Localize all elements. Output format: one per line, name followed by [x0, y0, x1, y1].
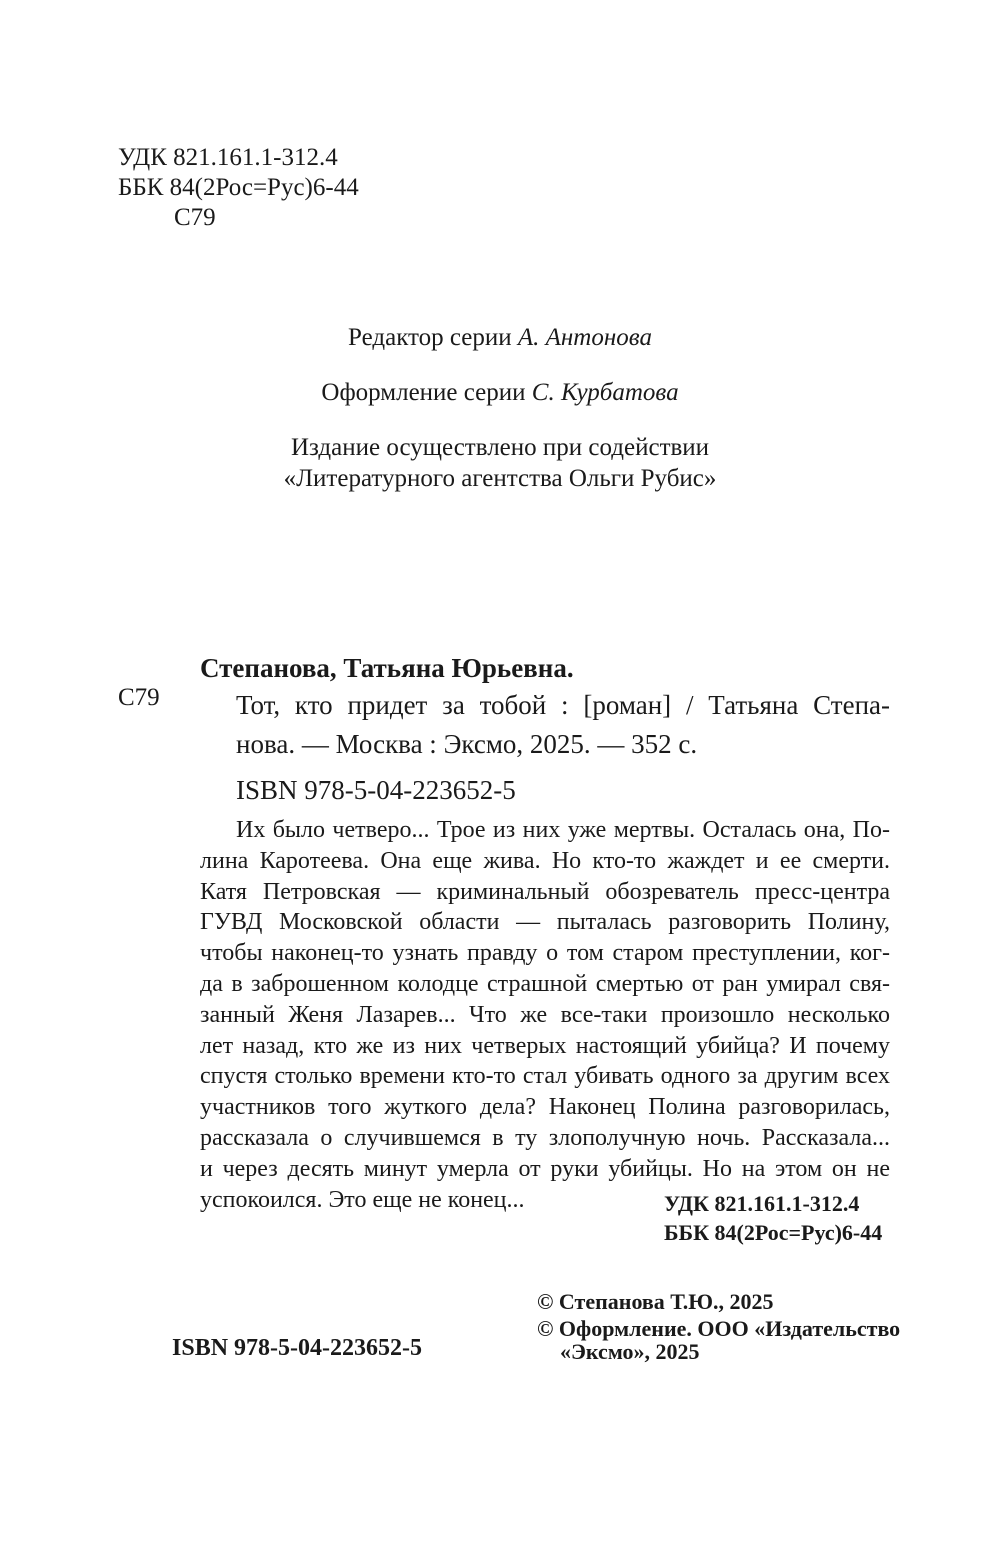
bbk-catalog: ББК 84(2Рос=Рус)6-44	[664, 1220, 883, 1245]
description-line: нова. — Москва : Эксмо, 2025. — 352 с.	[236, 729, 698, 759]
annotation-line: лет назад, кто же из них четверых настоящий убийца? И почему	[200, 1032, 890, 1059]
annotation-line: рассказала о случившемся в ту злополучную ночь. Рассказала...	[200, 1124, 890, 1151]
udk-top: УДК 821.161.1-312.4	[118, 144, 338, 171]
series-design-line	[0, 378, 1000, 408]
series-design-label: Оформление серии	[321, 379, 526, 406]
author-heading: Степанова, Татьяна Юрьевна.	[200, 653, 574, 683]
support-line-1: Издание осуществлено при содействии	[290, 434, 710, 461]
copyright-design-line-2: «Эксмо», 2025	[560, 1339, 700, 1364]
annotation	[200, 815, 890, 1215]
bibliographic-description	[236, 686, 890, 764]
udk-catalog: УДК 821.161.1-312.4	[664, 1191, 860, 1216]
annotation-line: и через десять минут умерла от руки убийцы. Но на этом он не	[200, 1155, 890, 1182]
annotation-line: ГУВД Московской области — пыталась разговорить Полину,	[200, 909, 890, 936]
series-editor-label: Редактор серии	[348, 324, 512, 351]
isbn-catalog: ISBN 978-5-04-223652-5	[236, 775, 516, 805]
annotation-line: успокоился. Это еще не конец...	[200, 1186, 525, 1213]
support-line-2: «Литературного агентства Ольги Рубис»	[283, 465, 717, 492]
annotation-line: участников того жуткого дела? Наконец Полина разговорилась,	[200, 1094, 890, 1121]
annotation-line: Катя Петровская — криминальный обозреватель пресс-центра	[200, 878, 890, 905]
annotation-line: спустя столько времени кто-то стал убивать одного за другим всех	[200, 1063, 890, 1090]
author-mark-top: С79	[174, 204, 216, 231]
copyright-design-line-1: © Оформление. ООО «Издательство	[537, 1316, 901, 1341]
annotation-line: чтобы наконец-то узнать правду о том старом преступлении, ког-	[200, 940, 890, 967]
isbn-imprint: ISBN 978-5-04-223652-5	[172, 1335, 422, 1361]
description-line: Тот, кто придет за тобой : [роман] / Татьяна Степа-	[236, 690, 890, 720]
series-editor-line	[0, 323, 1000, 353]
annotation-line: да в заброшенном колодце страшной смертью от ран умирал свя-	[200, 970, 890, 997]
series-editor-name: А. Антонова	[517, 324, 652, 351]
annotation-line: занный Женя Лазарев... Что же все-таки произошло несколько	[200, 1001, 890, 1028]
annotation-line: лина Каротеева. Она еще жива. Но кто-то жаждет и ее смерти.	[200, 847, 890, 874]
copyright-author: © Степанова Т.Ю., 2025	[537, 1289, 774, 1314]
author-mark-catalog: С79	[118, 684, 160, 711]
series-design-name: С. Курбатова	[531, 379, 679, 406]
bbk-top: ББК 84(2Рос=Рус)6-44	[118, 174, 359, 201]
annotation-line: Их было четверо... Трое из них уже мертвы. Осталась она, По-	[236, 817, 890, 843]
